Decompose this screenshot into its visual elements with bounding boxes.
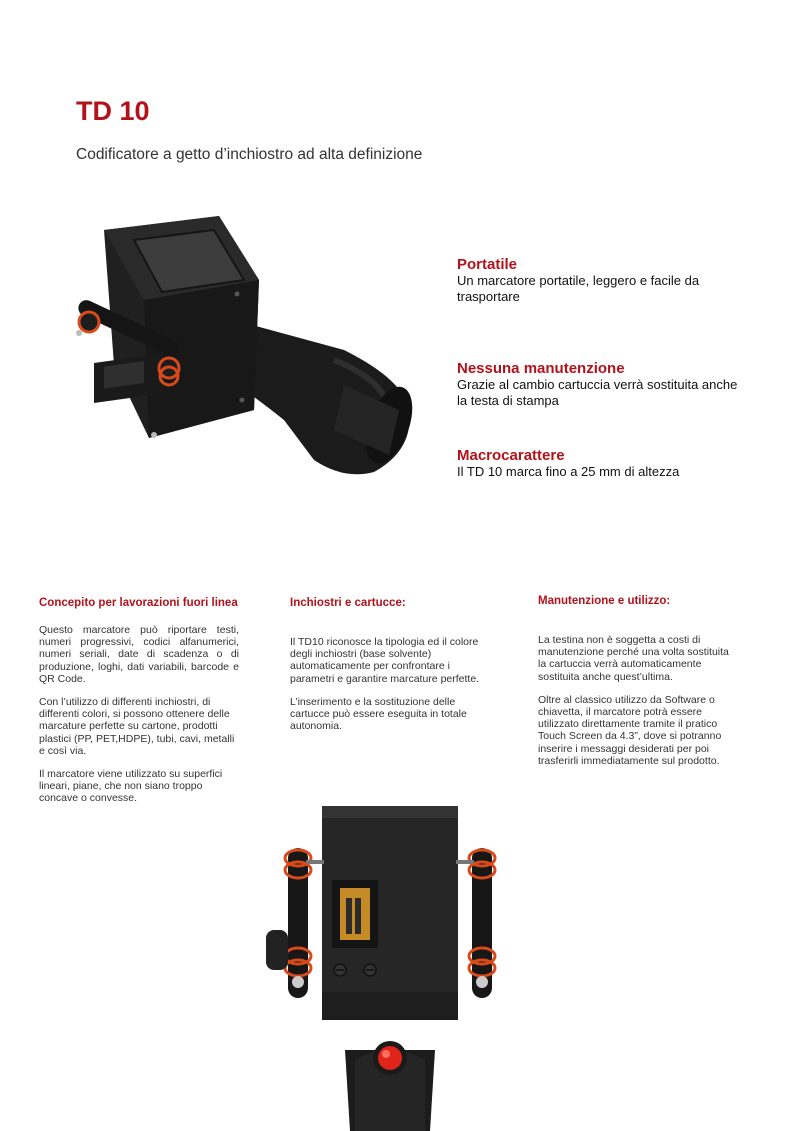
column-title: Concepito per lavorazioni fuori linea (39, 597, 238, 609)
feature-portatile (457, 256, 747, 305)
column-paragraph: Il TD10 riconosce la tipologia ed il colore degli inchiostri (base solvente) automaticamente per confrontare i parametri e garantire marcature perfette. (290, 636, 480, 685)
column-paragraph: La testina non è soggetta a costi di manutenzione perché una volta sostituita la cartuccia verrà automaticamente sostituita anche quest’ultima. (538, 634, 729, 683)
feature-macrocarattere (457, 447, 747, 480)
feature-text: Un marcatore portatile, leggero e facile da trasportare (457, 273, 700, 304)
feature-text: Grazie al cambio cartuccia verrà sostituita anche la testa di stampa (457, 377, 738, 408)
column-inchiostri (290, 597, 490, 743)
column-paragraph: Questo marcatore può riportare testi, numeri progressivi, codici alfanumerici, numeri seriali, date di scadenza o di produzione, loghi, dati variabili, barcode e QR Code. (39, 624, 239, 685)
feature-title: Macrocarattere (457, 447, 565, 464)
column-title: Manutenzione e utilizzo: (538, 595, 671, 607)
page-title: TD 10 (76, 96, 150, 126)
page-subtitle: Codificatore a getto d’inchiostro ad alta definizione (76, 146, 423, 163)
column-paragraph: L’inserimento e la sostituzione delle cartucce può essere eseguita in totale autonomia. (290, 695, 467, 733)
feature-manutenzione (457, 360, 747, 409)
feature-title: Nessuna manutenzione (457, 360, 625, 377)
column-paragraph: Il marcatore viene utilizzato su superfici lineari, piane, che non siano troppo concave o convesse. (39, 768, 223, 805)
feature-text: Il TD 10 marca fino a 25 mm di altezza (457, 464, 680, 479)
feature-title: Portatile (457, 256, 518, 273)
column-concepito (39, 597, 239, 816)
column-paragraph: Con l’utilizzo di differenti inchiostri, di differenti colori, si possono ottenere delle marcature perfette su cartone, prodotti plastici (PP, PET,HDPE), tubi, cavi, metalli e così via. (39, 696, 235, 757)
column-paragraph: Oltre al classico utilizzo da Software o chiavetta, il marcatore potrà essere utilizzato direttamente tramite il pratico Touch Screen da 4.3”, dove si potranno inserire i messaggi desiderati per poi trasferirli immediatamente sul prodotto. (538, 693, 722, 767)
printer-side-view-image (44, 210, 424, 490)
column-title: Inchiostri e cartucce: (290, 597, 406, 609)
column-manutenzione (538, 595, 733, 778)
printer-front-view-image (260, 800, 520, 1131)
